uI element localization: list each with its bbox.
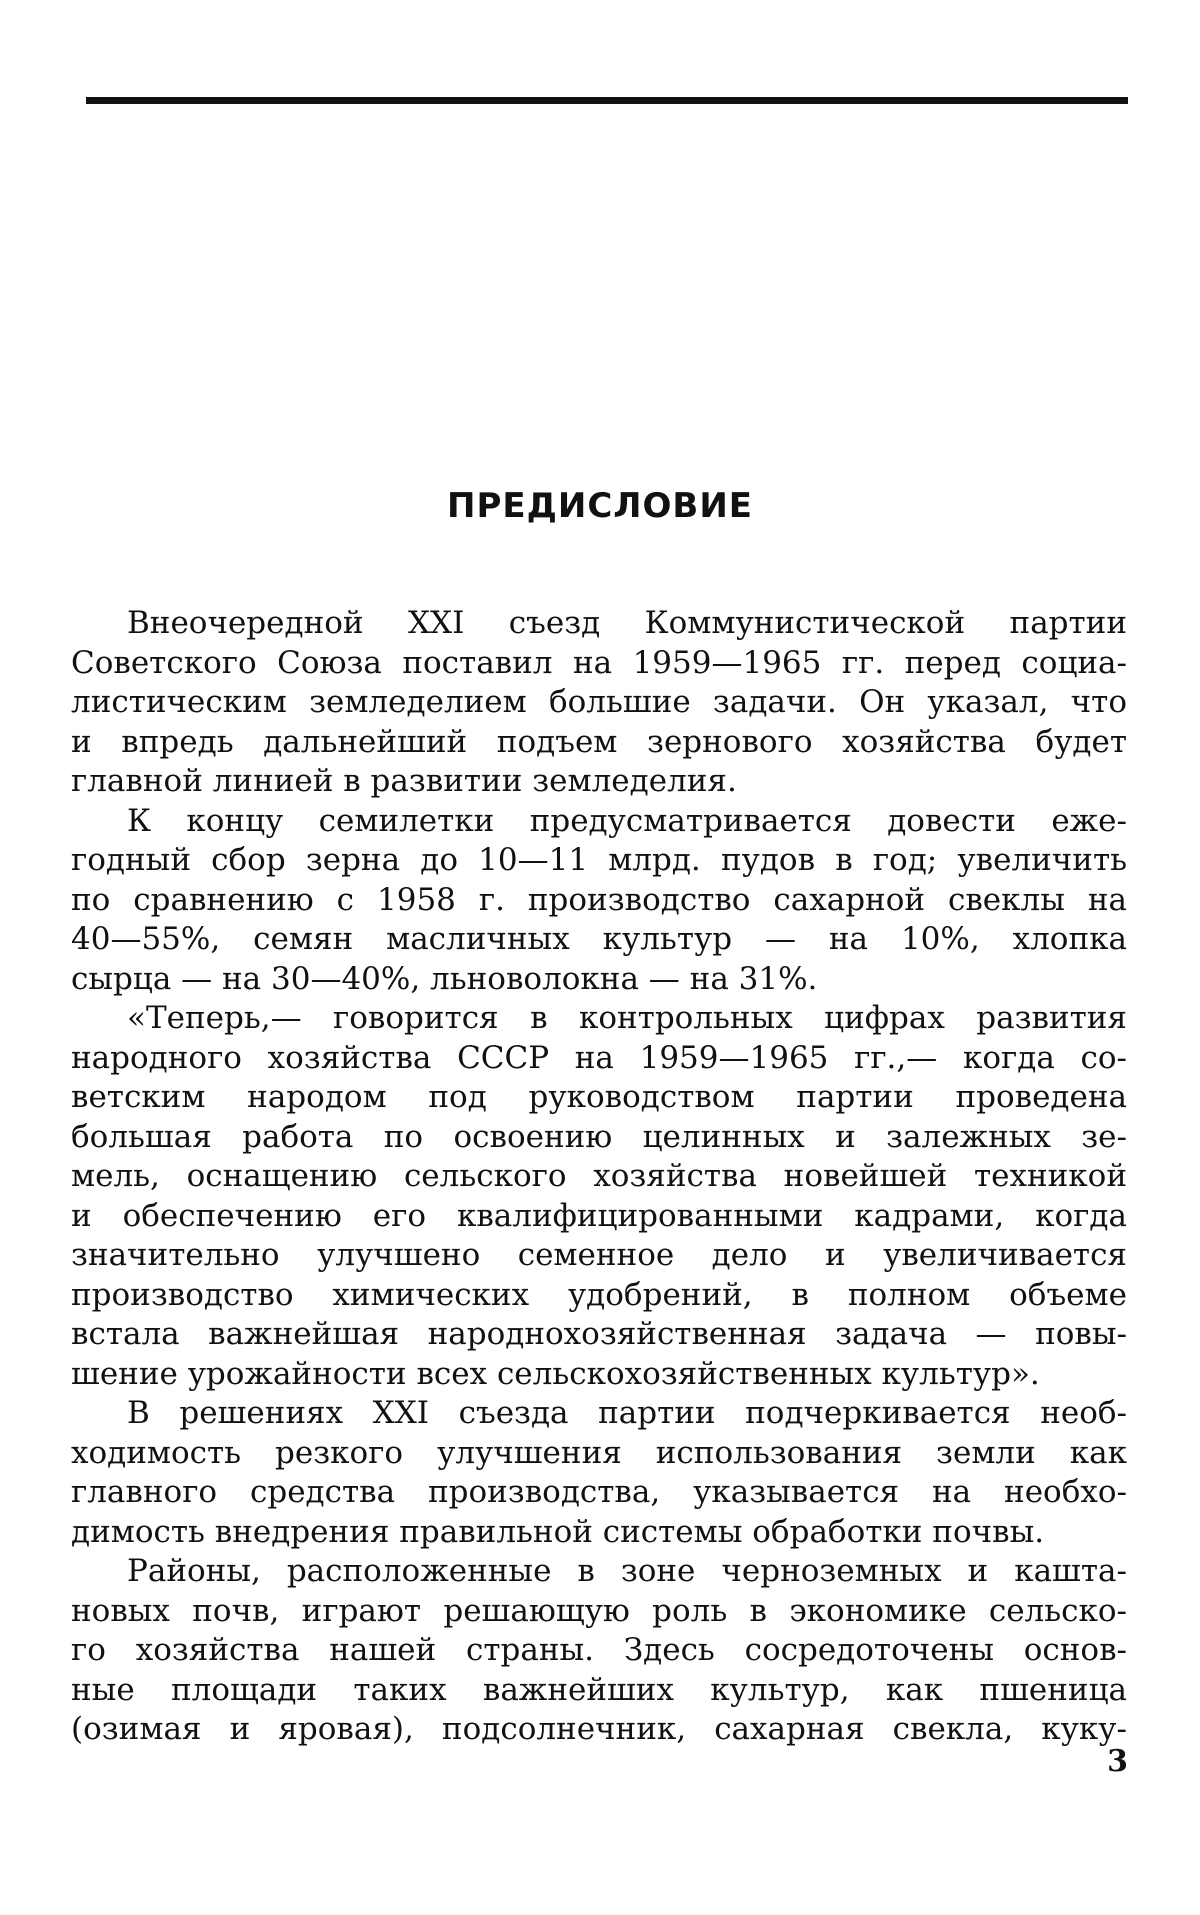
text-line: ходимость резкого улучшения использования земли как bbox=[71, 1434, 1127, 1471]
text-line: ные площади таких важнейших культур, как пшеница bbox=[71, 1671, 1127, 1708]
text-line: шение урожайности всех сельскохозяйственных культур». bbox=[71, 1355, 1040, 1392]
text-line: главной линией в развитии земледелия. bbox=[71, 763, 737, 799]
text-line: листическим земледелием большие задачи. Он указал, что bbox=[71, 684, 1127, 720]
paragraph-2 bbox=[71, 802, 1127, 1000]
text-line: Советского Союза поставил на 1959—1965 гг. перед социа- bbox=[71, 644, 1127, 681]
text-line: большая работа по освоению целинных и залежных зе- bbox=[71, 1118, 1127, 1155]
text-line: К концу семилетки предусматривается довести еже- bbox=[127, 802, 1127, 839]
page-number: 3 bbox=[1107, 1744, 1128, 1779]
text-line: значительно улучшено семенное дело и увеличивается bbox=[71, 1237, 1127, 1273]
text-line: го хозяйства нашей страны. Здесь сосредоточены основ- bbox=[71, 1632, 1127, 1668]
text-line: «Теперь,— говорится в контрольных цифрах развития bbox=[127, 1000, 1127, 1036]
text-line: главного средства производства, указывается на необхо- bbox=[71, 1474, 1127, 1510]
text-line: годный сбор зерна до 10—11 млрд. пудов в год; увеличить bbox=[71, 842, 1127, 878]
paragraph-4 bbox=[71, 1394, 1127, 1552]
text-line: димость внедрения правильной системы обработки почвы. bbox=[71, 1513, 1045, 1550]
text-line: В решениях XXI съезда партии подчеркивается необ- bbox=[127, 1395, 1127, 1431]
text-line: новых почв, играют решающую роль в экономике сельско- bbox=[71, 1592, 1127, 1629]
paragraph-1 bbox=[71, 604, 1127, 802]
text-line: Районы, расположенные в зоне черноземных и кашта- bbox=[127, 1553, 1127, 1589]
text-line: мель, оснащению сельского хозяйства новейшей техникой bbox=[71, 1158, 1127, 1194]
text-line: Внеочередной XXI съезд Коммунистической партии bbox=[127, 605, 1127, 641]
text-line: (озимая и яровая), подсолнечник, сахарная свекла, куку- bbox=[71, 1711, 1127, 1747]
paragraph-5 bbox=[71, 1552, 1127, 1750]
text-line: 40—55%, семян масличных культур — на 10%, хлопка bbox=[71, 921, 1127, 957]
text-line: и впредь дальнейший подъем зернового хозяйства будет bbox=[71, 723, 1127, 760]
text-line: и обеспечению его квалифицированными кадрами, когда bbox=[71, 1197, 1127, 1234]
text-line: встала важнейшая народнохозяйственная задача — повы- bbox=[71, 1316, 1127, 1352]
text-line: по сравнению с 1958 г. производство сахарной свеклы на bbox=[71, 881, 1127, 918]
paragraph-3 bbox=[71, 999, 1127, 1394]
text-line: производство химических удобрений, в полном объеме bbox=[71, 1276, 1127, 1313]
text-line: сырца — на 30—40%, льноволокна — на 31%. bbox=[71, 960, 818, 997]
page-title: ПРЕДИСЛОВИЕ bbox=[446, 486, 754, 526]
body-text bbox=[71, 604, 1127, 1750]
text-line: народного хозяйства СССР на 1959—1965 гг.,— когда со- bbox=[71, 1039, 1127, 1076]
text-line: ветским народом под руководством партии проведена bbox=[71, 1079, 1127, 1115]
top-rule bbox=[86, 97, 1128, 104]
